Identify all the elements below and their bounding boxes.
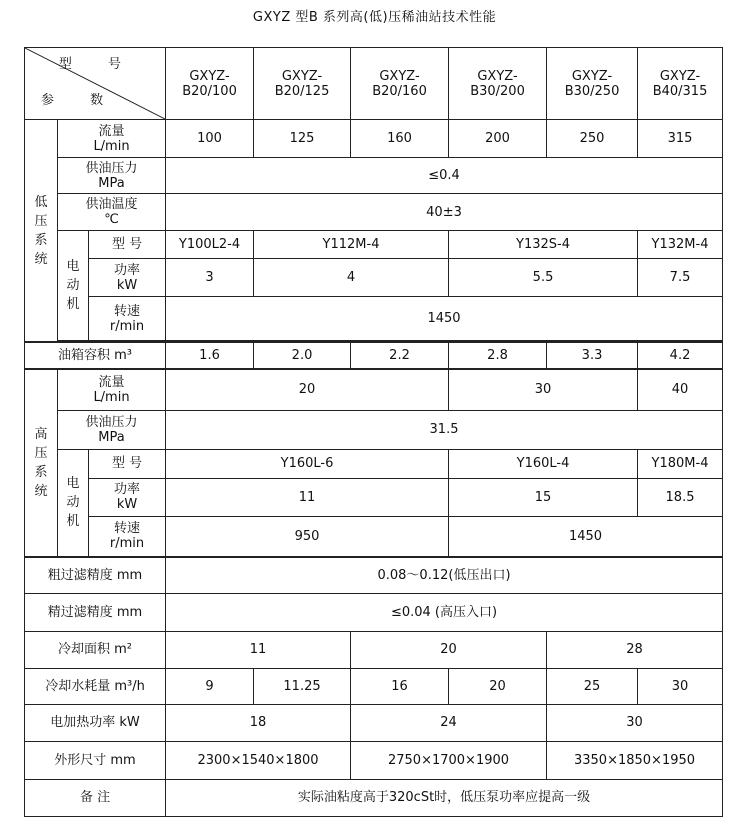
table-cell: 31.5 (166, 410, 723, 449)
table-cell: 0.08～0.12(低压出口) (166, 557, 723, 593)
table-cell: 1450 (449, 516, 723, 557)
table-cell: 20 (351, 631, 547, 668)
table-cell: 24 (351, 704, 547, 741)
model-line: B30/250 (564, 83, 620, 99)
header-row (25, 48, 723, 120)
table-cell: 20 (166, 369, 449, 410)
label-line: L/min (93, 138, 130, 154)
table-cell: 5.5 (449, 259, 638, 297)
table-cell: 950 (166, 516, 449, 557)
label-line: MPa (98, 175, 125, 191)
table-row (25, 478, 723, 516)
table-cell: 11 (166, 631, 351, 668)
table-cell: Y132S-4 (449, 231, 638, 259)
spec-table (24, 47, 723, 817)
table-cell: 200 (449, 120, 547, 158)
table-cell: 18.5 (638, 478, 723, 516)
table-cell: 4.2 (638, 342, 723, 369)
table-cell: 40 (638, 369, 723, 410)
table-cell: Y180M-4 (638, 449, 723, 478)
table-row (25, 593, 723, 631)
model-header-cell (547, 48, 638, 120)
table-cell: 11.25 (254, 668, 351, 704)
table-row (25, 631, 723, 668)
table-cell: 4 (254, 259, 449, 297)
label-line: 流量 (98, 374, 125, 390)
row-label: 油箱容积 m³ (25, 342, 166, 369)
table-cell: 100 (166, 120, 254, 158)
model-line: GXYZ- (189, 68, 230, 84)
remarks-label: 备 注 (25, 779, 166, 816)
row-label: 冷却水耗量 m³/h (25, 668, 166, 704)
table-cell: 30 (449, 369, 638, 410)
row-label: 型 号 (89, 449, 166, 478)
table-row (25, 194, 723, 231)
label-line: kW (116, 277, 138, 293)
model-header-cell (166, 48, 254, 120)
table-cell: 25 (547, 668, 638, 704)
table-cell: Y112M-4 (254, 231, 449, 259)
table-row (25, 449, 723, 478)
row-label (89, 259, 166, 297)
table-cell: Y160L-6 (166, 449, 449, 478)
high-section-label (25, 369, 58, 557)
table-row (25, 516, 723, 557)
table-cell: 40±3 (166, 194, 723, 231)
table-cell: Y100L2-4 (166, 231, 254, 259)
table-cell: 2.2 (351, 342, 449, 369)
model-line: B20/125 (274, 83, 330, 99)
row-label (58, 410, 166, 449)
low-section-text: 低压系统 (34, 194, 48, 267)
table-cell: 2750×1700×1900 (351, 741, 547, 779)
low-section-label (25, 120, 58, 343)
model-header-cell (638, 48, 723, 120)
table-cell: Y132M-4 (638, 231, 723, 259)
model-line: B40/315 (652, 83, 708, 99)
table-row (25, 369, 723, 410)
table-cell: 15 (449, 478, 638, 516)
table-row (25, 342, 723, 369)
label-line: 功率 (114, 262, 141, 278)
table-cell: 2.8 (449, 342, 547, 369)
row-label (89, 516, 166, 557)
table-cell: 30 (638, 668, 723, 704)
label-line: 供油压力 (85, 414, 138, 430)
table-cell: ≤0.04 (高压入口) (166, 593, 723, 631)
table-cell: 315 (638, 120, 723, 158)
table-cell: 1450 (166, 297, 723, 341)
table-cell: 2.0 (254, 342, 351, 369)
table-cell: 3350×1850×1950 (547, 741, 723, 779)
row-label (58, 158, 166, 194)
remarks-value: 实际油粘度高于320cSt时，低压泵功率应提高一级 (166, 779, 723, 816)
table-cell: 160 (351, 120, 449, 158)
high-section-text: 高压系统 (34, 427, 48, 499)
row-label: 型 号 (89, 231, 166, 259)
table-row (25, 120, 723, 158)
label-line: 转速 (114, 521, 141, 537)
table-row (25, 410, 723, 449)
model-line: GXYZ- (659, 68, 701, 84)
row-label (89, 297, 166, 341)
row-label: 精过滤精度 mm (25, 593, 166, 631)
table-cell: 18 (166, 704, 351, 741)
table-row (25, 259, 723, 297)
low-motor-text: 电动机 (66, 259, 80, 312)
table-cell: ≤0.4 (166, 158, 723, 194)
label-line: 流量 (98, 123, 125, 139)
model-line: GXYZ- (571, 68, 613, 84)
document-title: GXYZ 型B 系列高(低)压稀油站技术性能 (252, 10, 497, 25)
label-line: MPa (98, 429, 125, 445)
label-line: 转速 (114, 303, 141, 319)
row-label: 粗过滤精度 mm (25, 557, 166, 593)
label-line: r/min (109, 536, 145, 552)
label-line: ℃ (104, 212, 119, 227)
row-label: 冷却面积 m² (25, 631, 166, 668)
model-line: GXYZ- (281, 68, 323, 84)
table-cell: 9 (166, 668, 254, 704)
table-cell: 7.5 (638, 259, 723, 297)
table-row (25, 557, 723, 593)
model-line: B20/160 (372, 83, 427, 99)
row-label (58, 120, 166, 158)
model-header-cell (254, 48, 351, 120)
table-row (25, 231, 723, 259)
model-line: GXYZ- (379, 68, 420, 84)
label-line: 供油压力 (85, 160, 138, 176)
table-cell: 30 (547, 704, 723, 741)
table-row (25, 297, 723, 341)
table-cell: 1.6 (166, 342, 254, 369)
table-row (25, 741, 723, 779)
table-row (25, 158, 723, 194)
table-cell: 125 (254, 120, 351, 158)
table-row (25, 779, 723, 816)
row-label (58, 369, 166, 410)
corner-param-label: 参 数 (41, 93, 120, 108)
table-cell: 3.3 (547, 342, 638, 369)
row-label: 电加热功率 kW (25, 704, 166, 741)
table-row (25, 704, 723, 741)
model-header-cell (351, 48, 449, 120)
model-line: B30/200 (470, 83, 525, 99)
table-cell: 28 (547, 631, 723, 668)
corner-header-cell (25, 48, 166, 120)
label-line: 供油温度 (85, 197, 138, 212)
row-label: 外形尺寸 mm (25, 741, 166, 779)
table-cell: 20 (449, 668, 547, 704)
high-motor-label (58, 449, 89, 557)
table-cell: 3 (166, 259, 254, 297)
label-line: r/min (109, 318, 145, 334)
model-header-cell (449, 48, 547, 120)
row-label (89, 478, 166, 516)
table-cell: Y160L-4 (449, 449, 638, 478)
table-cell: 11 (166, 478, 449, 516)
table-cell: 16 (351, 668, 449, 704)
high-motor-text: 电动机 (66, 476, 80, 530)
label-line: L/min (93, 389, 130, 405)
model-line: GXYZ- (477, 68, 518, 84)
label-line: 功率 (114, 482, 141, 497)
table-cell: 250 (547, 120, 638, 158)
row-label (58, 194, 166, 231)
low-motor-label (58, 231, 89, 341)
table-row (25, 668, 723, 704)
table-cell: 2300×1540×1800 (166, 741, 351, 779)
label-line: kW (116, 497, 138, 512)
corner-model-label: 型 号 (58, 57, 138, 72)
model-line: B20/100 (182, 83, 237, 99)
